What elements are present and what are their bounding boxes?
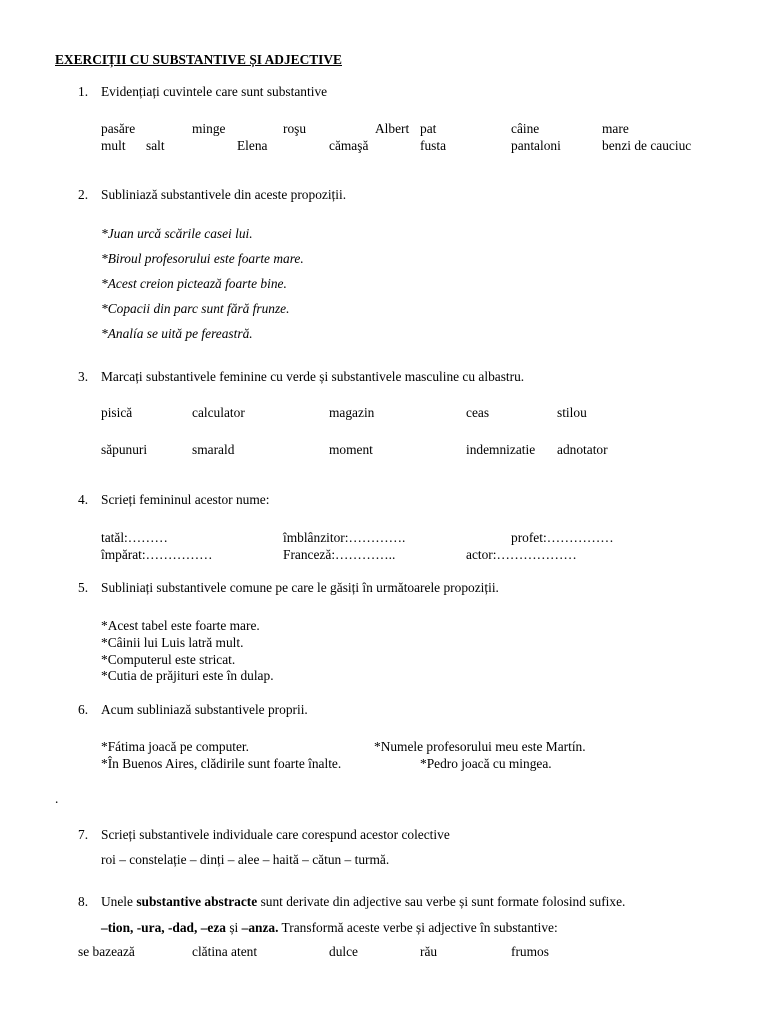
- exercise-8-number: 8.: [78, 894, 89, 909]
- ex3-word: săpunuri: [101, 442, 148, 457]
- ex2-sentence: *Biroul profesorului este foarte mare.: [101, 251, 304, 266]
- exercise-4-instruction: Scrieți femininul acestor nume:: [101, 492, 270, 507]
- ex2-sentence: *Acest creion pictează foarte bine.: [101, 276, 287, 291]
- exercise-6-instruction: Acum subliniază substantivele proprii.: [101, 702, 308, 717]
- ex1-word: mare: [602, 121, 629, 136]
- exercise-6-number: 6.: [78, 702, 89, 717]
- exercise-5-instruction: Subliniați substantivele comune pe care le găsiți în următoarele propoziții.: [101, 580, 499, 595]
- ex5-sentence: *Computerul este stricat.: [101, 652, 236, 667]
- ex4-blank: împărat:……………: [101, 547, 213, 562]
- ex3-word: magazin: [329, 405, 375, 420]
- exercise-3-instruction: Marcați substantivele feminine cu verde și substantivele masculine cu albastru.: [101, 369, 525, 384]
- exercise-1-number: 1.: [78, 84, 89, 99]
- exercise-7-number: 7.: [78, 827, 89, 842]
- ex1-word: fusta: [420, 138, 447, 153]
- ex4-blank: profet:……………: [511, 530, 614, 545]
- ex4-blank: Franceză:…………..: [283, 547, 396, 562]
- ex1-word: Elena: [237, 138, 268, 153]
- exercise-1-instruction: Evidențiați cuvintele care sunt substantive: [101, 84, 328, 99]
- stray-dot: .: [55, 791, 59, 806]
- ex5-sentence: *Câinii lui Luis latră mult.: [101, 635, 244, 650]
- ex8-suffixes: –tion, -ura, -dad, –eza: [101, 920, 226, 935]
- ex1-word: mult: [101, 138, 126, 153]
- ex1-word: salt: [146, 138, 165, 153]
- ex1-word: roşu: [283, 121, 307, 136]
- ex1-word: Albert: [375, 121, 410, 136]
- ex1-word: pantaloni: [511, 138, 561, 153]
- exercise-8-instruction: [101, 894, 625, 910]
- exercise-4-number: 4.: [78, 492, 89, 507]
- ex1-word: pat: [420, 121, 437, 136]
- ex4-blank: tatăl:………: [101, 530, 168, 545]
- ex8-word: rău: [420, 944, 438, 959]
- ex1-word: câine: [511, 121, 540, 136]
- exercise-3-number: 3.: [78, 369, 89, 384]
- ex8-text-a: Unele: [101, 894, 137, 909]
- page-title: EXERCIȚII CU SUBSTANTIVE ȘI ADJECTIVE: [55, 52, 342, 67]
- ex3-word: pisică: [101, 405, 133, 420]
- ex7-collective-list: roi – constelație – dinți – alee – haită – cătun – turmă.: [101, 852, 390, 867]
- exercise-8-suffix-line: [101, 920, 558, 936]
- ex6-sentence: *Numele profesorului meu este Martín.: [374, 739, 586, 754]
- ex8-abstract-nouns: substantive abstracte: [136, 894, 258, 909]
- ex4-blank: îmblânzitor:………….: [283, 530, 406, 545]
- ex8-text-c: sunt derivate din adjective sau verbe și sunt formate folosind sufixe.: [257, 894, 626, 909]
- ex8-word: frumos: [511, 944, 549, 959]
- ex5-sentence: *Acest tabel este foarte mare.: [101, 618, 260, 633]
- ex8-word: se bazează: [78, 944, 135, 959]
- ex5-sentence: *Cutia de prăjituri este în dulap.: [101, 668, 274, 683]
- exercise-2-number: 2.: [78, 187, 89, 202]
- ex8-transform-instruction: Transformă aceste verbe și adjective în substantive:: [278, 920, 558, 935]
- ex1-word: minge: [192, 121, 226, 136]
- ex2-sentence: *Juan urcă scările casei lui.: [101, 226, 253, 241]
- exercise-7-instruction: Scrieți substantivele individuale care corespund acestor colective: [101, 827, 450, 842]
- ex6-sentence: *Fátima joacă pe computer.: [101, 739, 249, 754]
- exercise-5-number: 5.: [78, 580, 89, 595]
- ex2-sentence: *Analía se uită pe fereastră.: [101, 326, 253, 341]
- ex6-sentence: *În Buenos Aires, clădirile sunt foarte înalte.: [101, 756, 342, 771]
- ex8-and: și: [225, 920, 242, 935]
- ex3-word: ceas: [466, 405, 490, 420]
- ex2-sentence: *Copacii din parc sunt fără frunze.: [101, 301, 290, 316]
- ex3-word: adnotator: [557, 442, 608, 457]
- ex1-word: benzi de cauciuc: [602, 138, 692, 153]
- ex8-word: clătina atent: [192, 944, 258, 959]
- ex1-word: cămaşă: [329, 138, 369, 153]
- ex3-word: stilou: [557, 405, 587, 420]
- ex3-word: moment: [329, 442, 373, 457]
- ex4-blank: actor:………………: [466, 547, 577, 562]
- exercise-2-instruction: Subliniază substantivele din aceste propoziții.: [101, 187, 347, 202]
- ex3-word: calculator: [192, 405, 245, 420]
- ex1-word: pasăre: [101, 121, 136, 136]
- ex3-word: smarald: [192, 442, 235, 457]
- ex8-suffix-last: –anza.: [241, 920, 279, 935]
- ex6-sentence: *Pedro joacă cu mingea.: [420, 756, 552, 771]
- ex3-word: indemnizatie: [466, 442, 536, 457]
- ex8-word: dulce: [329, 944, 358, 959]
